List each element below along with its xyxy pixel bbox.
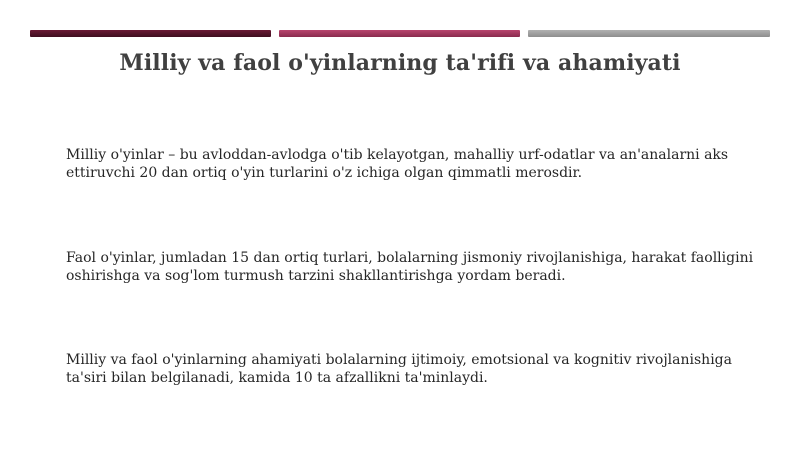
slide-title: Milliy va faol o'yinlarning ta'rifi va ahamiyati: [119, 50, 681, 76]
accent-bar-magenta: [279, 30, 520, 37]
paragraph-milliy-oyinlar: Milliy o'yinlar – bu avloddan-avlodga o'tib kelayotgan, mahalliy urf-odatlar va an'analarni aks ettiruvchi 20 dan ortiq o'yin turlarini o'z ichiga olgan qimmatli merosdir.: [66, 147, 729, 181]
accent-bar-dark-maroon: [30, 30, 271, 37]
paragraph-faol-oyinlar: Faol o'yinlar, jumladan 15 dan ortiq turlari, bolalarning jismoniy rivojlanishiga, harakat faolligini oshirishga va sog'lom turmush tarzini shakllantirishga yordam beradi.: [66, 250, 754, 284]
accent-bar-gray: [528, 30, 770, 37]
paragraph-ahamiyati: Milliy va faol o'yinlarning ahamiyati bolalarning ijtimoiy, emotsional va kognitiv rivojlanishiga ta'siri bilan belgilanadi, kamida 10 ta afzallikni ta'minlaydi.: [66, 352, 732, 386]
